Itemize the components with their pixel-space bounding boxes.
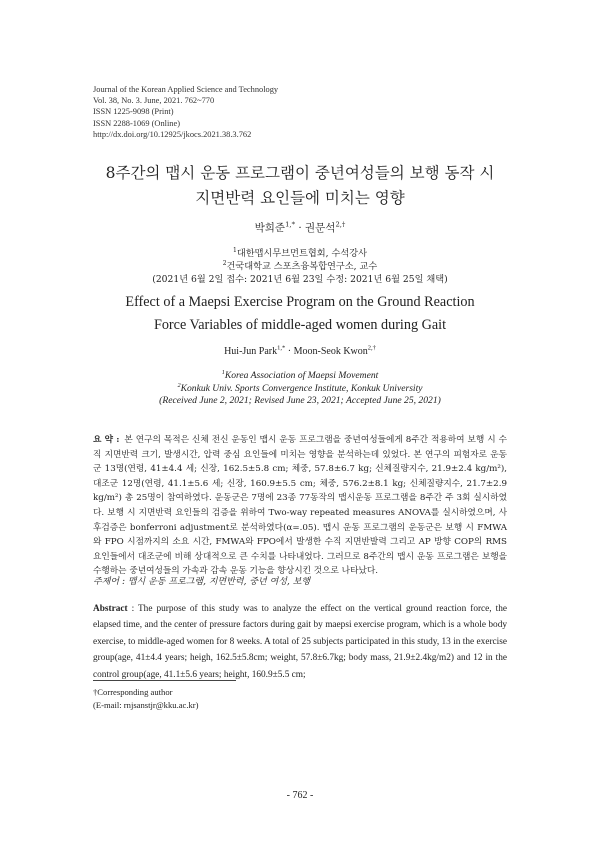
author2-korean: 권문석 (305, 222, 336, 234)
author-separator: · (294, 222, 305, 234)
aff1-english: Korea Association of Maepsi Movement (224, 370, 379, 381)
footnote-corresponding: †Corresponding author (93, 687, 173, 697)
dates-korean: (2021년 6월 2일 접수: 2021년 6월 23일 수정: 2021년 6월 25일 채택) (152, 274, 448, 285)
aff2-korean-sup: 2 (222, 259, 227, 267)
author1-korean-sup: 1,* (285, 220, 295, 229)
affiliations-english (0, 370, 600, 408)
abstract-english-text: The purpose of this study was to analyze the effect on the vertical ground reaction force, the elapsed time, and the center of pressure factors during gait by maepsi exercise program, which is a whole body exercise, to middle-aged women for 8 weeks. A total of 25 subjects participated in this study, 13 in the exercise group(age, 41±4.4 years; heigh, 162.5±5.8cm; weight, 57.8±6.7kg; body mass, 21.9±2.4kg/m2) and 12 in the control group(age, 41.1±5.6 years; height, 160.9±5.5 cm; (93, 604, 507, 680)
author2-english: Moon-Seok Kwon (293, 346, 368, 357)
aff1-korean: 대한맵시무브먼트협회, 수석강사 (236, 248, 367, 259)
aff1-english-sup: 1 (221, 368, 225, 376)
author1-english-sup: 1,* (277, 344, 286, 352)
author1-english: Hui-Jun Park (224, 346, 278, 357)
journal-volume: Vol. 38, No. 3. June, 2021. 762~770 (93, 96, 215, 106)
authors-korean (0, 220, 600, 235)
authors-english (0, 346, 600, 357)
title-korean-line2: 지면반력 요인들에 미치는 영향 (195, 189, 405, 207)
keywords-korean: 주제어 : 맵시 운동 프로그램, 지면반력, 중년 여성, 보행 (93, 577, 311, 587)
title-korean-line1: 8주간의 맵시 운동 프로그램이 중년여성들의 보행 동작 시 (105, 164, 495, 182)
aff2-english-sup: 2 (177, 381, 181, 389)
author-separator: · (285, 346, 294, 357)
title-english-line1: Effect of a Maepsi Exercise Program on the Ground Reaction (125, 294, 475, 310)
footnote (93, 686, 199, 712)
dates-english: (Received June 2, 2021; Revised June 23, 2021; Accepted June 25, 2021) (159, 395, 441, 406)
author2-english-sup: 2,† (367, 344, 376, 352)
author2-korean-sup: 2,† (335, 220, 346, 229)
journal-issn-print: ISSN 1225-9098 (Print) (93, 107, 174, 117)
abstract-korean-label: 요 약 : (93, 435, 120, 445)
abstract-english-colon: : (127, 604, 138, 614)
journal-info (93, 84, 278, 140)
page-number: - 762 - (286, 790, 314, 801)
abstract-english-label: Abstract (93, 604, 128, 614)
title-english-line2: Force Variables of middle-aged women during Gait (153, 317, 447, 333)
abstract-korean (93, 433, 507, 579)
affiliations-korean (0, 247, 600, 286)
journal-issn-online: ISSN 2288-1069 (Online) (93, 118, 181, 128)
title-english (0, 291, 600, 337)
journal-name: Journal of the Korean Applied Science and Technology (93, 85, 279, 94)
footnote-divider (93, 680, 236, 681)
author1-korean: 박희준 (254, 222, 286, 234)
abstract-korean-text: 본 연구의 목적은 신체 전신 운동인 맵시 운동 프로그램을 중년여성들에게 8주간 적용하여 보행 시 수직 지면반력 크기, 발생시간, 압력 중심 요인들에 미치는 영향을 분석하는데 있었다. 본 연구의 피험자로 운동군 13명(연령, 41±4.4 세; 신장, 162.5±5.8 cm; 체중, 57.8±6.7 kg; 신체질량지수, 21.9±2.4 kg/m²), 대조군 12명(연령, 41.1±5.6 세; 신장, 160.9±5.5 cm; 체중, 576.2±8.1 kg; 신체질량지수, 21.7±2.9 kg/m²) 총 25명이 참여하였다. 운동군은 7명에 23종 77동작의 맵시운동 프로그램을 8주간 주 3회 실시하였다. 보행 시 지면반력 요인들의 검증을 위하여 Two-way repeated measures ANOVA를 실시하였으며, 사후검증은 bonferroni adjustment로 분석하였다(α=.05). 맵시 운동 프로그램의 운동군은 보행 시 FMWA와 FPO 시점까지의 소요 시간, FMWA와 FPO에서 발생한 수직 지면반발력 그리고 AP 방향 COP의 RMS 요인들에서 대조군에 비해 상대적으로 큰 수치를 나타내었다. 그러므로 8주간의 맵시 운동 프로그램은 보행을 수행하는 중년여성들의 가속과 감속 운동 기능을 향상시킨 것으로 나타났다. (93, 435, 508, 577)
journal-doi[interactable]: http://dx.doi.org/10.12925/jkocs.2021.38.3.762 (93, 129, 252, 139)
aff1-korean-sup: 1 (233, 246, 237, 254)
abstract-english (93, 601, 507, 683)
footnote-email[interactable]: (E-mail: rnjsanstjr@kku.ac.kr) (93, 700, 199, 710)
title-korean (0, 161, 600, 211)
aff2-korean: 건국대학교 스포츠융복합연구소, 교수 (226, 261, 378, 272)
aff2-english: Konkuk Univ. Sports Convergence Institute, Konkuk University (180, 382, 423, 394)
